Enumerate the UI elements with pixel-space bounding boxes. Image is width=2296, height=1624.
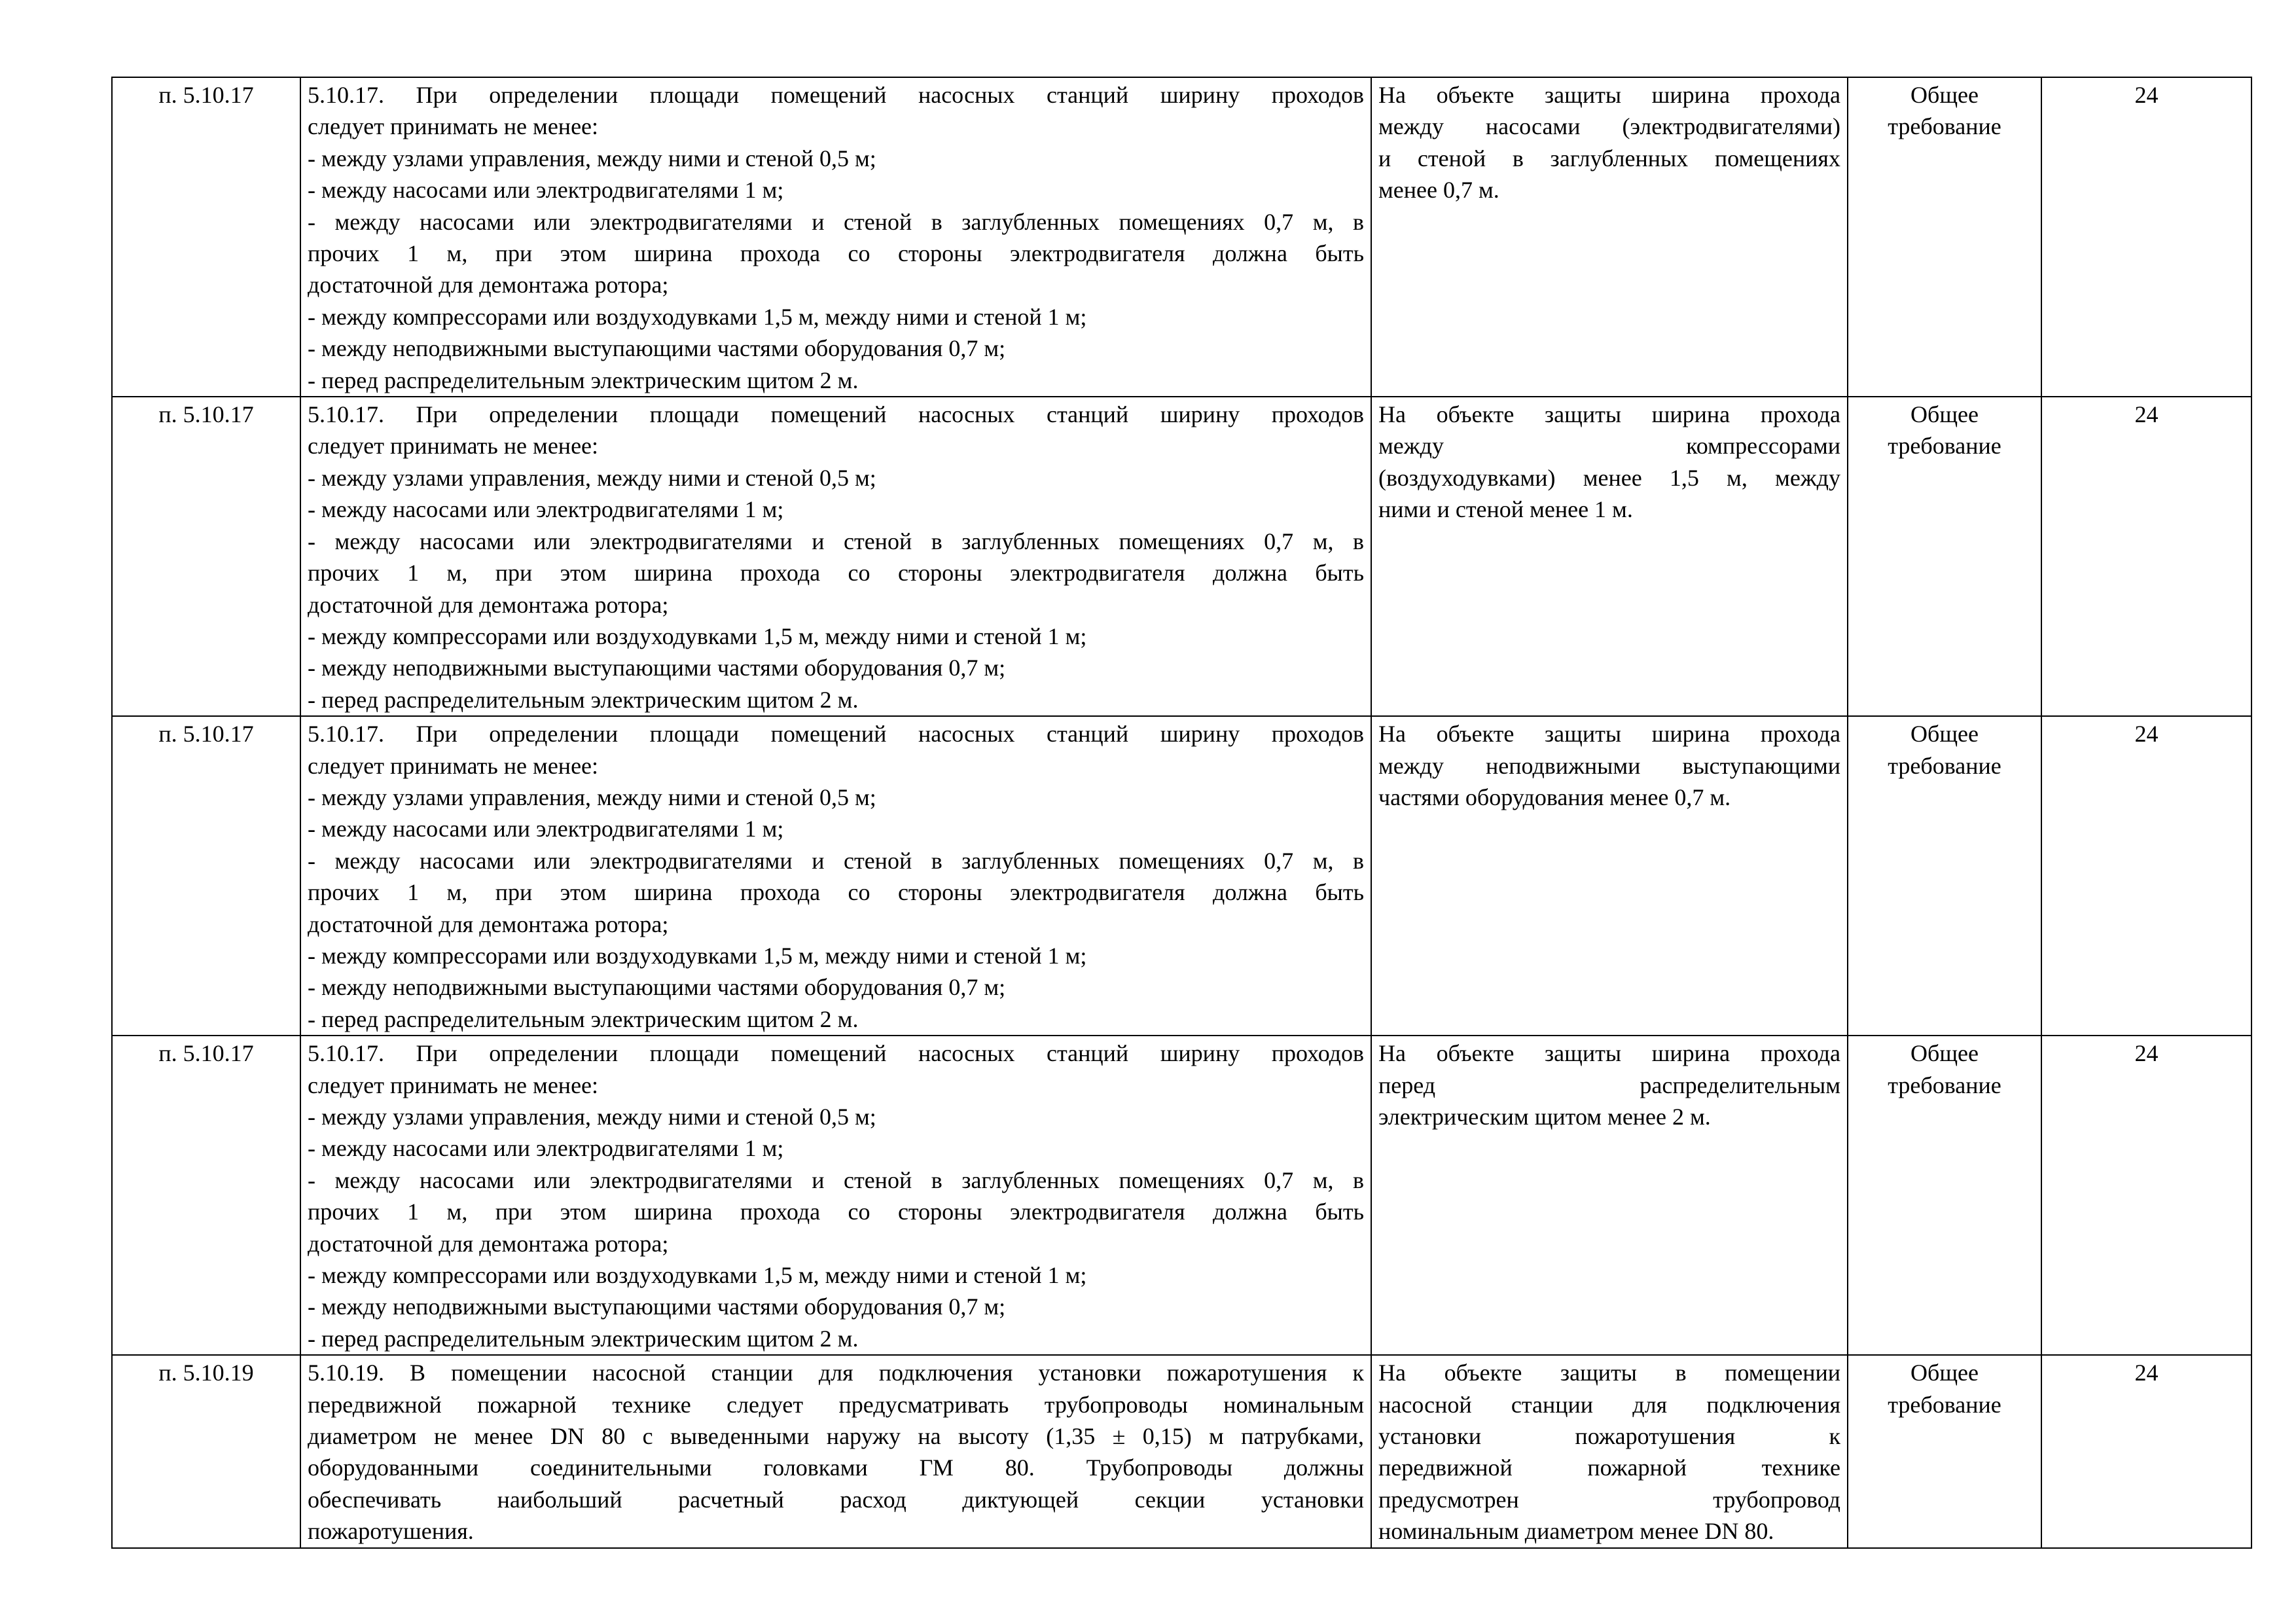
requirement-line: - перед распределительным электрическим щитом 2 м. <box>308 367 859 393</box>
requirement-line: - между узлами управления, между ними и стеной 0,5 м; <box>308 784 876 810</box>
clause-reference: п. 5.10.19 <box>112 1355 300 1547</box>
clause-reference: п. 5.10.17 <box>112 1036 300 1355</box>
requirement-line: следует принимать не менее: <box>308 1072 599 1098</box>
requirement-line: 5.10.19. В помещении насосной станции для подключения установки пожаротушения к <box>308 1360 1364 1386</box>
violation-line: ними и стеной менее 1 м. <box>1378 496 1633 523</box>
requirement-line: следует принимать не менее: <box>308 752 599 779</box>
violation-text <box>1371 1036 1848 1355</box>
requirement-line: достаточной для демонтажа ротора; <box>308 591 669 618</box>
requirement-line: - между компрессорами или воздуходувками 1,5 м, между ними и стеной 1 м; <box>308 942 1087 969</box>
violation-line: (воздуходувками) менее 1,5 м, между <box>1378 464 1840 491</box>
violation-line: На объекте защиты ширина прохода <box>1378 401 1840 428</box>
requirement-type <box>1848 716 2041 1036</box>
requirement-type-line: Общее <box>1910 1360 1979 1386</box>
requirement-line: - между насосами или электродвигателями 1 м; <box>308 496 784 523</box>
violation-line: передвижной пожарной технике <box>1378 1454 1840 1481</box>
requirement-line: - между неподвижными выступающими частями оборудования 0,7 м; <box>308 655 1006 681</box>
requirement-type <box>1848 1355 2041 1547</box>
requirement-type-line: требование <box>1888 433 2001 460</box>
violation-line: На объекте защиты ширина прохода <box>1378 82 1840 108</box>
requirement-line: - между неподвижными выступающими частями оборудования 0,7 м; <box>308 1293 1006 1320</box>
violation-text <box>1371 716 1848 1036</box>
requirement-type-line: требование <box>1888 113 2001 140</box>
requirement-type-line: требование <box>1888 1072 2001 1098</box>
violation-text <box>1371 1355 1848 1547</box>
requirement-line: прочих 1 м, при этом ширина прохода со стороны электродвигателя должна быть <box>308 240 1364 267</box>
violation-text <box>1371 397 1848 716</box>
requirement-line: - перед распределительным электрическим щитом 2 м. <box>308 1325 859 1352</box>
violation-line: На объекте защиты ширина прохода <box>1378 1040 1840 1067</box>
requirement-line: диаметром не менее DN 80 с выведенными наружу на высоту (1,35 ± 0,15) м патрубками, <box>308 1423 1364 1450</box>
violation-line: между неподвижными выступающими <box>1378 752 1840 779</box>
requirement-line: прочих 1 м, при этом ширина прохода со стороны электродвигателя должна быть <box>308 879 1364 906</box>
requirement-line: - между узлами управления, между ними и стеной 0,5 м; <box>308 145 876 171</box>
violation-text <box>1371 77 1848 397</box>
requirement-line: пожаротушения. <box>308 1518 474 1545</box>
requirement-line: достаточной для демонтажа ротора; <box>308 272 669 298</box>
requirement-line: - между компрессорами или воздуходувками 1,5 м, между ними и стеной 1 м; <box>308 623 1087 649</box>
requirement-line: передвижной пожарной технике следует предусматривать трубопроводы номинальным <box>308 1391 1364 1418</box>
requirement-text <box>300 77 1371 397</box>
table-row <box>112 716 2251 1036</box>
table-row <box>112 1036 2251 1355</box>
violation-line: между компрессорами <box>1378 433 1840 460</box>
page-number: 24 <box>2041 716 2251 1036</box>
violation-line: насосной станции для подключения <box>1378 1391 1840 1418</box>
violation-line: На объекте защиты в помещении <box>1378 1360 1840 1386</box>
requirement-line: прочих 1 м, при этом ширина прохода со стороны электродвигателя должна быть <box>308 560 1364 586</box>
requirement-text <box>300 1355 1371 1547</box>
requirement-line: 5.10.17. При определении площади помещений насосных станций ширину проходов <box>308 82 1364 108</box>
requirement-line: - между насосами или электродвигателями и стеной в заглубленных помещениях 0,7 м, в <box>308 847 1364 874</box>
requirement-text <box>300 397 1371 716</box>
violation-line: электрическим щитом менее 2 м. <box>1378 1104 1711 1130</box>
requirement-line: достаточной для демонтажа ротора; <box>308 911 669 937</box>
violation-line: предусмотрен трубопровод <box>1378 1486 1840 1513</box>
page-number: 24 <box>2041 77 2251 397</box>
requirement-type-line: Общее <box>1910 1040 1979 1067</box>
document-page <box>111 77 2251 1549</box>
clause-reference: п. 5.10.17 <box>112 716 300 1036</box>
requirement-line: 5.10.17. При определении площади помещений насосных станций ширину проходов <box>308 401 1364 428</box>
table-row <box>112 77 2251 397</box>
page-number: 24 <box>2041 1355 2251 1547</box>
requirement-line: - между насосами или электродвигателями и стеной в заглубленных помещениях 0,7 м, в <box>308 208 1364 235</box>
requirement-text <box>300 1036 1371 1355</box>
requirement-line: - между насосами или электродвигателями 1 м; <box>308 816 784 842</box>
requirement-line: - между компрессорами или воздуходувками 1,5 м, между ними и стеной 1 м; <box>308 303 1087 330</box>
violation-line: частями оборудования менее 0,7 м. <box>1378 784 1731 810</box>
requirement-line: следует принимать не менее: <box>308 113 599 140</box>
requirement-type <box>1848 77 2041 397</box>
requirement-line: - между узлами управления, между ними и стеной 0,5 м; <box>308 464 876 491</box>
violation-line: установки пожаротушения к <box>1378 1423 1840 1450</box>
violation-line: перед распределительным <box>1378 1072 1840 1098</box>
requirements-table <box>111 77 2252 1549</box>
violation-line: менее 0,7 м. <box>1378 177 1499 204</box>
page-number: 24 <box>2041 397 2251 716</box>
requirement-line: - между узлами управления, между ними и стеной 0,5 м; <box>308 1104 876 1130</box>
requirement-line: прочих 1 м, при этом ширина прохода со стороны электродвигателя должна быть <box>308 1199 1364 1225</box>
requirement-line: следует принимать не менее: <box>308 433 599 460</box>
requirement-type-line: требование <box>1888 1391 2001 1418</box>
violation-line: между насосами (электродвигателями) <box>1378 113 1840 140</box>
table-row <box>112 1355 2251 1547</box>
violation-line: номинальным диаметром менее DN 80. <box>1378 1518 1774 1545</box>
clause-reference: п. 5.10.17 <box>112 397 300 716</box>
requirement-line: - между неподвижными выступающими частями оборудования 0,7 м; <box>308 974 1006 1001</box>
requirement-line: достаточной для демонтажа ротора; <box>308 1230 669 1257</box>
requirement-line: - между насосами или электродвигателями 1 м; <box>308 177 784 204</box>
violation-line: и стеной в заглубленных помещениях <box>1378 145 1840 171</box>
requirement-line: 5.10.17. При определении площади помещений насосных станций ширину проходов <box>308 1040 1364 1067</box>
requirement-line: - между неподвижными выступающими частями оборудования 0,7 м; <box>308 335 1006 362</box>
table-row <box>112 397 2251 716</box>
requirement-type <box>1848 1036 2041 1355</box>
violation-line: На объекте защиты ширина прохода <box>1378 721 1840 748</box>
requirement-line: - между насосами или электродвигателями 1 м; <box>308 1135 784 1162</box>
requirement-line: - перед распределительным электрическим щитом 2 м. <box>308 1005 859 1032</box>
page-number: 24 <box>2041 1036 2251 1355</box>
requirement-line: обеспечивать наибольший расчетный расход диктующей секции установки <box>308 1486 1364 1513</box>
requirement-line: - перед распределительным электрическим щитом 2 м. <box>308 686 859 713</box>
requirement-line: оборудованными соединительными головками ГМ 80. Трубопроводы должны <box>308 1454 1364 1481</box>
requirement-type <box>1848 397 2041 716</box>
clause-reference: п. 5.10.17 <box>112 77 300 397</box>
requirement-text <box>300 716 1371 1036</box>
requirement-line: - между компрессорами или воздуходувками 1,5 м, между ними и стеной 1 м; <box>308 1262 1087 1289</box>
requirement-type-line: Общее <box>1910 82 1979 108</box>
requirement-line: - между насосами или электродвигателями и стеной в заглубленных помещениях 0,7 м, в <box>308 528 1364 554</box>
table-body <box>112 77 2251 1548</box>
requirement-type-line: требование <box>1888 752 2001 779</box>
requirement-line: 5.10.17. При определении площади помещений насосных станций ширину проходов <box>308 721 1364 748</box>
requirement-type-line: Общее <box>1910 721 1979 748</box>
requirement-line: - между насосами или электродвигателями и стеной в заглубленных помещениях 0,7 м, в <box>308 1166 1364 1193</box>
requirement-type-line: Общее <box>1910 401 1979 428</box>
